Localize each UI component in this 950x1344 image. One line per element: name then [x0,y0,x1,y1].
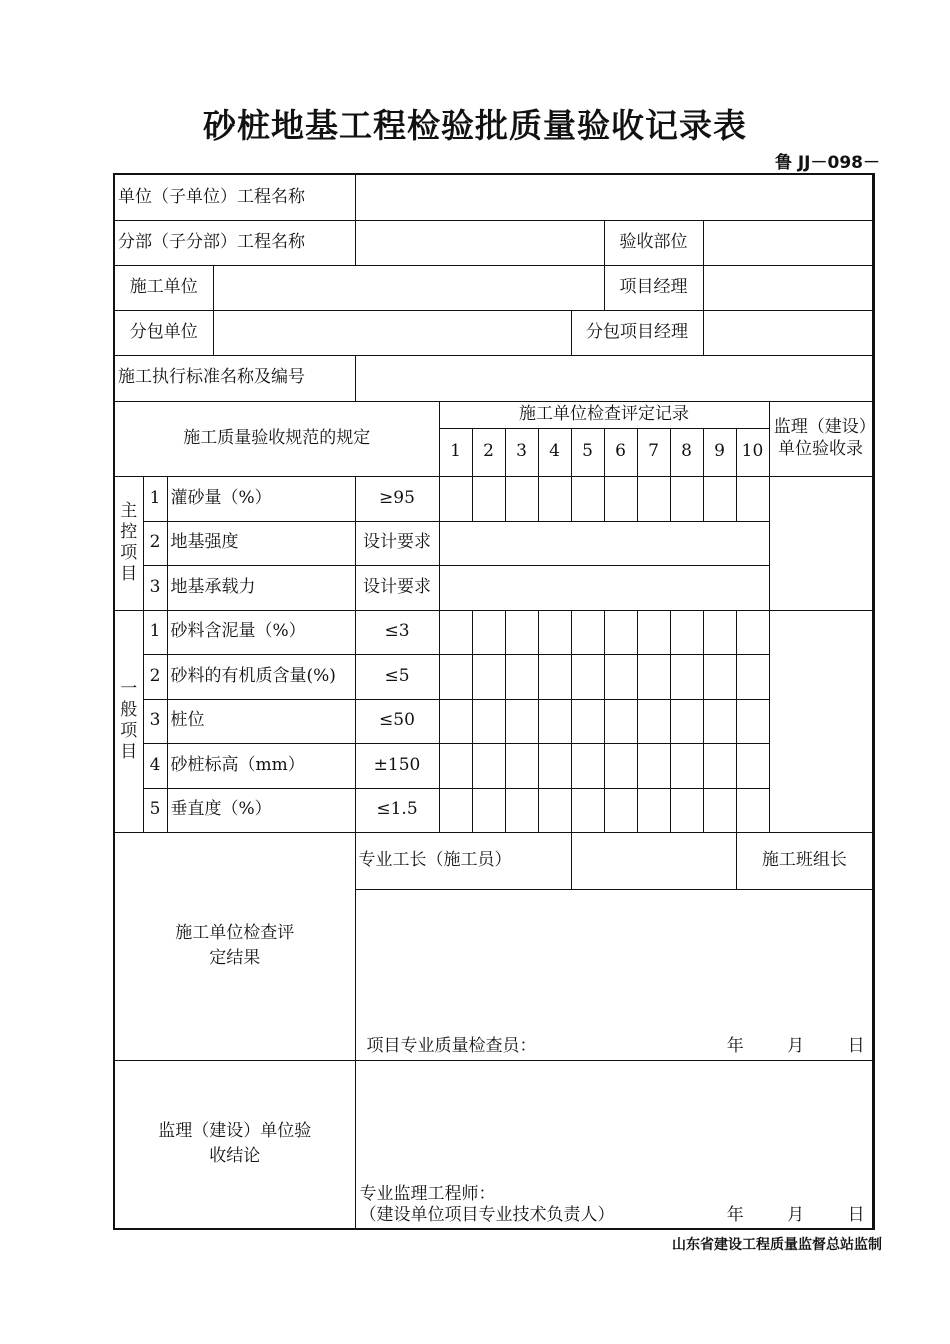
record-cell[interactable] [538,699,571,743]
item-name: 地基强度 [167,521,355,565]
item-requirement: ≤3 [355,610,439,654]
record-cell[interactable] [703,788,736,832]
project-manager-value[interactable] [703,265,872,310]
construction-unit-row [114,265,874,310]
item-requirement: 设计要求 [355,521,439,565]
record-cell[interactable] [637,476,670,521]
record-cell[interactable] [538,788,571,832]
item-number: 3 [143,699,167,743]
item-requirement: ±150 [355,743,439,788]
page-title: 砂桩地基工程检验批质量验收记录表 [203,106,747,145]
engineer-label: 专业监理工程师： [359,1183,496,1204]
record-cell[interactable] [505,699,538,743]
general-supervision-cell[interactable] [769,610,872,832]
standard-label: 施工执行标准名称及编号 [114,355,355,401]
item-name: 垂直度（%） [167,788,355,832]
record-cell[interactable] [472,743,505,788]
team-leader-value[interactable] [873,832,874,889]
record-cell[interactable] [736,610,769,654]
item-name: 砂料含泥量（%） [167,610,355,654]
item-number: 1 [143,610,167,654]
year-label: 年 [726,1036,744,1057]
item-name: 砂料的有机质含量(%) [167,654,355,699]
record-cell[interactable] [571,610,604,654]
item-name: 灌砂量（%） [167,476,355,521]
record-cell[interactable] [703,654,736,699]
item-name: 桩位 [167,699,355,743]
record-merged-cell[interactable] [439,565,769,610]
record-cell[interactable] [736,699,769,743]
record-cell[interactable] [736,654,769,699]
point-number: 6 [604,428,637,476]
point-number: 10 [736,428,769,476]
supervision-row [114,1060,874,1229]
item-requirement: 设计要求 [355,565,439,610]
record-cell[interactable] [472,654,505,699]
record-cell[interactable] [538,654,571,699]
point-number: 5 [571,428,604,476]
general-items-group-label: 一般项目 [114,610,143,832]
acceptance-part-value[interactable] [703,220,872,265]
record-cell[interactable] [637,610,670,654]
record-cell[interactable] [472,699,505,743]
day-label: 日 [847,1204,865,1225]
record-cell[interactable] [472,476,505,521]
point-number: 9 [703,428,736,476]
point-number: 4 [538,428,571,476]
point-number: 3 [505,428,538,476]
month-label: 月 [787,1036,805,1057]
inspection-header-row [114,832,874,889]
point-number: 2 [472,428,505,476]
project-manager-label: 项目经理 [604,265,703,310]
record-cell[interactable] [538,610,571,654]
record-cell[interactable] [538,476,571,521]
acceptance-part-label: 验收部位 [604,220,703,265]
item-number: 4 [143,743,167,788]
record-cell[interactable] [637,788,670,832]
supervision-conclusion-label: 监理（建设）单位验收结论 [114,1060,355,1229]
unit-project-row [114,174,874,220]
acceptance-record-table [113,173,875,1230]
table-row [114,699,874,743]
unit-project-value[interactable] [355,174,872,220]
record-cell[interactable] [439,788,472,832]
record-cell[interactable] [439,610,472,654]
record-cell[interactable] [703,476,736,521]
table-row [114,743,874,788]
record-merged-cell[interactable] [439,521,769,565]
table-row [114,654,874,699]
record-cell[interactable] [604,654,637,699]
table-row [114,521,874,565]
table-row [114,610,874,654]
point-number: 8 [670,428,703,476]
record-cell[interactable] [637,743,670,788]
item-number: 5 [143,788,167,832]
record-cell[interactable] [637,699,670,743]
table-head-row [114,401,874,428]
record-cell[interactable] [736,476,769,521]
record-cell[interactable] [670,788,703,832]
record-label: 施工单位检查评定记录 [439,401,769,428]
record-cell[interactable] [571,699,604,743]
standard-row [114,355,874,401]
record-cell[interactable] [670,743,703,788]
record-cell[interactable] [505,654,538,699]
record-cell[interactable] [670,610,703,654]
item-requirement: ≤5 [355,654,439,699]
record-cell[interactable] [670,654,703,699]
record-cell[interactable] [670,476,703,521]
record-cell[interactable] [472,788,505,832]
table-row [114,788,874,832]
record-cell[interactable] [571,476,604,521]
inspection-result-label: 施工单位检查评定结果 [114,832,355,1060]
table-row [114,565,874,610]
foreman-value[interactable] [571,832,736,889]
inspection-sign-area[interactable] [355,889,872,1060]
owner-label: （建设单位项目专业技术负责人） [359,1204,615,1225]
subcontract-unit-row [114,310,874,355]
issuer-footer: 山东省建设工程质量监督总站监制 [672,1237,882,1253]
standard-value[interactable] [355,355,872,401]
record-cell[interactable] [439,476,472,521]
sub-project-label: 分部（子分部）工程名称 [114,220,355,265]
item-requirement: ≤50 [355,699,439,743]
record-cell[interactable] [670,699,703,743]
supervision-acceptance-label: 监理（建设）单位验收录 [769,401,872,476]
item-number: 2 [143,521,167,565]
item-number: 3 [143,565,167,610]
record-cell[interactable] [703,743,736,788]
record-cell[interactable] [439,743,472,788]
subcontract-manager-value[interactable] [703,310,872,355]
point-number: 7 [637,428,670,476]
record-cell[interactable] [736,743,769,788]
record-cell[interactable] [637,654,670,699]
record-cell[interactable] [439,654,472,699]
subcontract-manager-label: 分包项目经理 [571,310,703,355]
record-cell[interactable] [505,476,538,521]
record-cell[interactable] [604,476,637,521]
record-cell[interactable] [703,610,736,654]
inspector-label: 项目专业质量检查员： [366,1036,537,1057]
main-supervision-cell[interactable] [769,476,872,610]
construction-unit-label: 施工单位 [114,265,213,310]
record-cell[interactable] [538,743,571,788]
record-cell[interactable] [505,610,538,654]
record-cell[interactable] [505,743,538,788]
item-requirement: ≥95 [355,476,439,521]
item-number: 2 [143,654,167,699]
record-cell[interactable] [604,699,637,743]
item-number: 1 [143,476,167,521]
foreman-label: 专业工长（施工员） [355,832,571,889]
record-cell[interactable] [571,654,604,699]
record-cell[interactable] [604,610,637,654]
form-code: 鲁 JJ－098－ [774,153,880,173]
sub-project-value[interactable] [355,220,604,265]
item-name: 地基承载力 [167,565,355,610]
supervision-sign-area[interactable] [355,1060,872,1229]
spec-label: 施工质量验收规范的规定 [114,401,439,476]
point-number: 1 [439,428,472,476]
main-items-group-label: 主控项目 [114,476,143,610]
record-cell[interactable] [439,699,472,743]
subcontract-unit-label: 分包单位 [114,310,213,355]
record-cell[interactable] [703,699,736,743]
year-label: 年 [726,1204,744,1225]
record-cell[interactable] [505,788,538,832]
record-cell[interactable] [571,788,604,832]
table-row [114,476,874,521]
item-name: 砂桩标高（mm） [167,743,355,788]
record-cell[interactable] [472,610,505,654]
month-label: 月 [787,1204,805,1225]
record-cell[interactable] [571,743,604,788]
inspection-date [689,1036,865,1057]
supervision-date [689,1205,865,1226]
record-cell[interactable] [736,788,769,832]
unit-project-label: 单位（子单位）工程名称 [114,174,355,220]
record-cell[interactable] [604,788,637,832]
sub-project-row [114,220,874,265]
record-cell[interactable] [604,743,637,788]
construction-unit-value[interactable] [213,265,604,310]
team-leader-label: 施工班组长 [736,832,873,889]
subcontract-unit-value[interactable] [213,310,571,355]
item-requirement: ≤1.5 [355,788,439,832]
day-label: 日 [847,1036,865,1057]
